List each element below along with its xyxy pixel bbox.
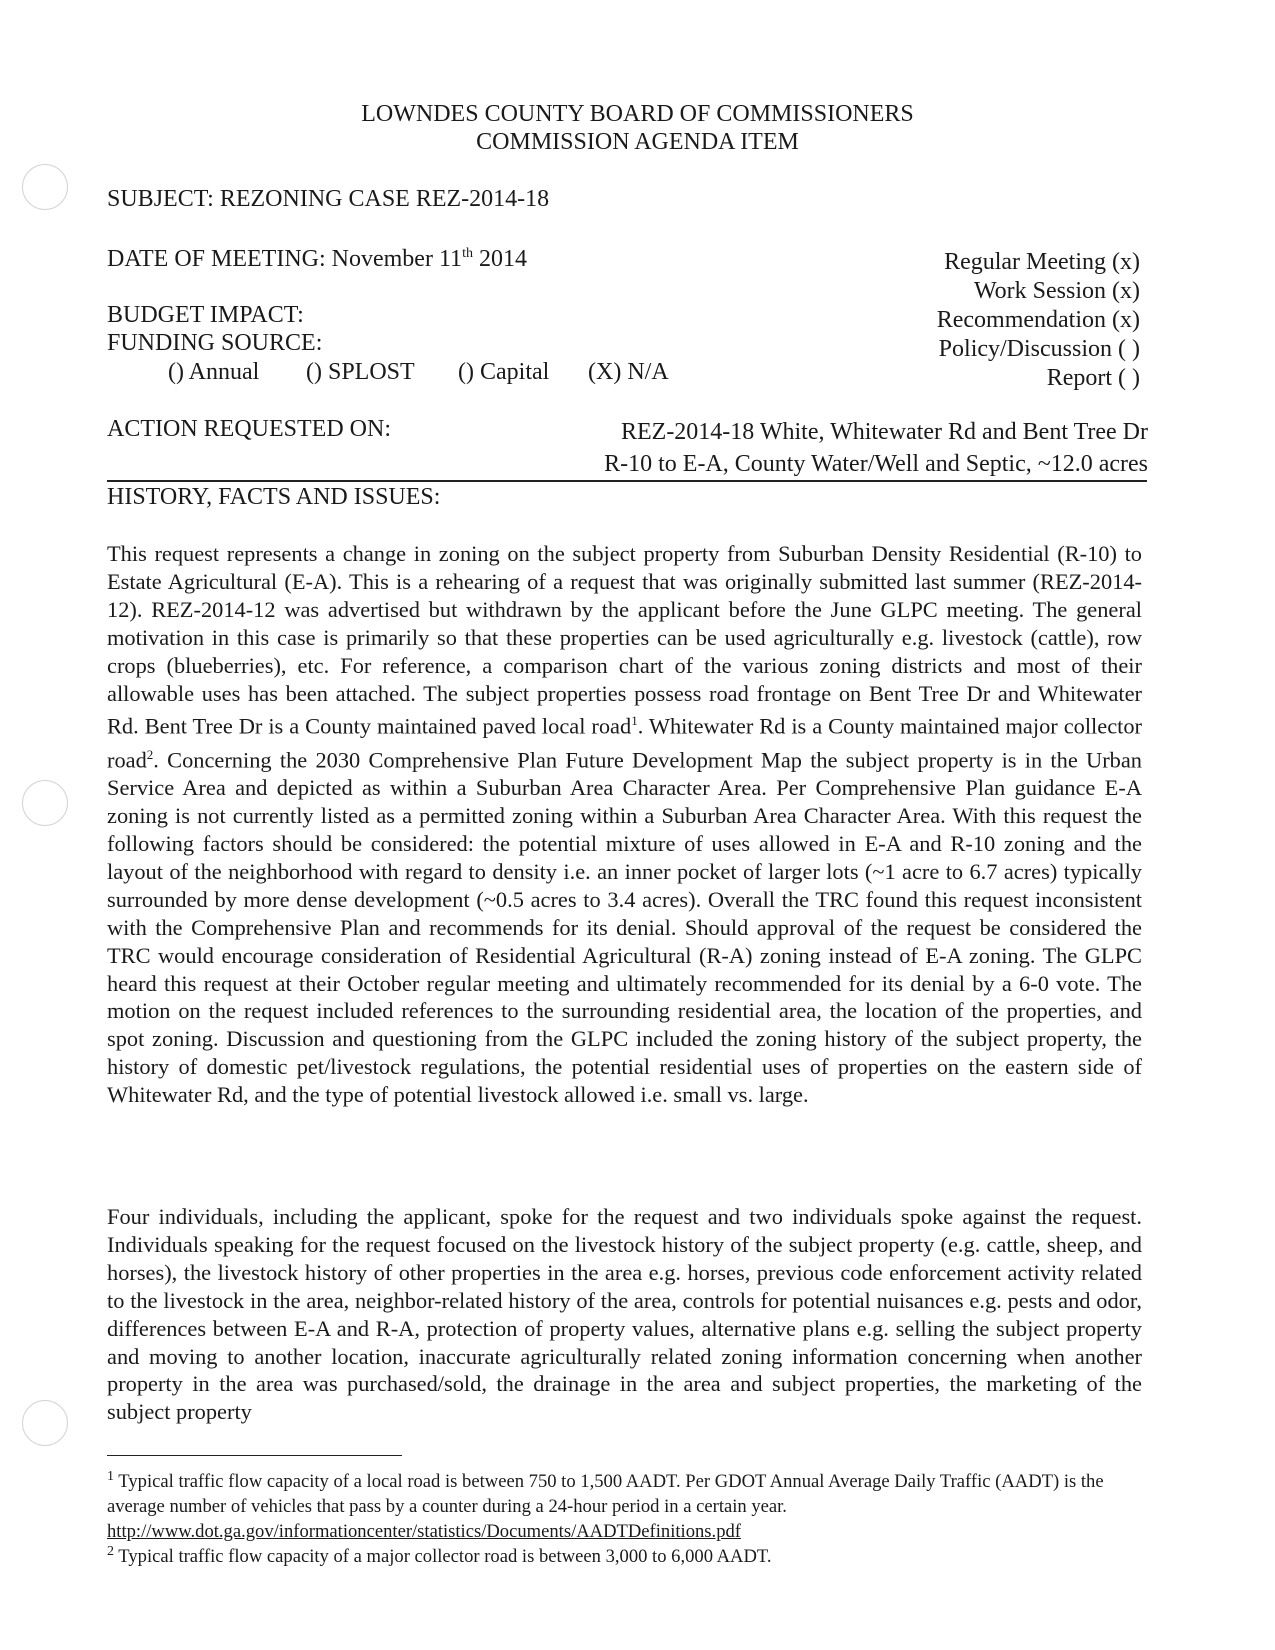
funding-option-na: (X) N/A xyxy=(588,359,669,385)
footnote-1-link[interactable]: http://www.dot.ga.gov/informationcenter/statistics/Documents/AADTDefinitions.pdf xyxy=(107,1521,741,1542)
meeting-type-list xyxy=(937,248,1140,393)
action-requested-line1: REZ-2014-18 White, Whitewater Rd and Bent Tree Dr xyxy=(620,419,1148,445)
footnote-1-text: Typical traffic flow capacity of a local road is between 750 to 1,500 AADT. Per GDOT Annual Average Daily Traffic (AADT) is the average number of vehicles that pass by a counter during a 24-hour period in a certain year. xyxy=(107,1471,1104,1517)
funding-option-annual: () Annual xyxy=(168,359,260,385)
footnote-ref-2: 2 xyxy=(146,746,154,762)
paragraph1-part-c: . Concerning the 2030 Comprehensive Plan Future Development Map the subject property is in the Urban Service Area and depicted as within a Suburban Area Character Area. Per Comprehensive Plan guidance E-A zoning is not currently listed as a permitted zoning within a Suburban Area Character Area. With this request the following factors should be considered: the potential mixture of uses allowed in E-A and R-10 zoning and the layout of the neighborhood with regard to density i.e. an inner pocket of larger lots (~1 acre to 6.7 acres) typically surrounded by more dense development (~0.5 acres to 3.4 acres). Overall the TRC found this request inconsistent with the Comprehensive Plan and recommends for its denial. Should approval of the request be considered the TRC would encourage consideration of Residential Agricultural (R-A) zoning instead of E-A zoning. The GLPC heard this request at their October regular meeting and ultimately recommended for its denial by a 6-0 vote. The motion on the request included references to the surrounding residential area, the location of the properties, and spot zoning. Discussion and questioning from the GLPC included the zoning history of the subject property, the history of domestic pet/livestock regulations, the potential residential uses of properties on the eastern side of Whitewater Rd, and the type of potential livestock allowed i.e. small vs. large. xyxy=(107,747,1142,1108)
document-header xyxy=(0,100,1275,156)
meeting-type-regular: Regular Meeting (x) xyxy=(944,249,1140,275)
funding-source-label: FUNDING SOURCE: xyxy=(107,330,323,356)
history-label: HISTORY, FACTS AND ISSUES: xyxy=(107,484,441,510)
punch-hole-bottom xyxy=(22,1400,68,1446)
action-requested-label: ACTION REQUESTED ON: xyxy=(107,416,391,442)
history-paragraph-1 xyxy=(107,540,1142,1109)
section-divider xyxy=(107,480,1147,482)
funding-option-splost: () SPLOST xyxy=(306,359,415,385)
action-requested-value xyxy=(604,416,1148,480)
action-requested-line2: R-10 to E-A, County Water/Well and Septic, ~12.0 acres xyxy=(604,451,1148,477)
meeting-type-work-session: Work Session (x) xyxy=(973,278,1140,304)
meeting-date-suffix: th xyxy=(462,246,473,261)
subject-line: SUBJECT: REZONING CASE REZ-2014-18 xyxy=(107,186,550,212)
funding-option-capital: () Capital xyxy=(458,359,550,385)
header-org-name: LOWNDES COUNTY BOARD OF COMMISSIONERS xyxy=(361,101,914,127)
footnote-ref-1: 1 xyxy=(631,713,638,729)
footnote-2-text: Typical traffic flow capacity of a major collector road is between 3,000 to 6,000 AADT. xyxy=(114,1546,772,1567)
meeting-date-label: DATE OF MEETING: November 11 xyxy=(107,246,463,272)
history-paragraph-2: Four individuals, including the applicant, spoke for the request and two individuals spoke against the request. Individuals speaking for the request focused on the livestock history of the subject property (e.g. cattle, sheep, and horses), the livestock history of other properties in the area e.g. horses, previous code enforcement activity related to the livestock in the area, neighbor-related history of the area, controls for potential nuisances e.g. pests and odor, differences between E-A and R-A, protection of property values, alternative plans e.g. selling the subject property and moving to another location, inaccurate agriculturally related zoning information concerning when another property in the area was purchased/sold, the drainage in the area and subject properties, the marketing of the subject property xyxy=(107,1204,1142,1425)
header-doc-type: COMMISSION AGENDA ITEM xyxy=(476,129,799,155)
footnote-2-number: 2 xyxy=(107,1543,114,1559)
meeting-date xyxy=(107,246,527,273)
punch-hole-middle xyxy=(22,780,68,826)
budget-section xyxy=(107,301,322,357)
meeting-type-policy: Policy/Discussion ( ) xyxy=(938,336,1140,362)
punch-hole-top xyxy=(22,164,68,210)
paragraph1-part-a: This request represents a change in zoning on the subject property from Suburban Density Residential (R-10) to Estate Agricultural (E-A). This is a rehearing of a request that was originally submitted last summer (REZ-2014-12). REZ-2014-12 was advertised but withdrawn by the applicant before the June GLPC meeting. The general motivation in this case is primarily so that these properties can be used agriculturally e.g. livestock (cattle), row crops (blueberries), etc. For reference, a comparison chart of the various zoning districts and most of their allowable uses has been attached. The subject properties possess road frontage on Bent Tree Dr and Whitewater Rd. Bent Tree Dr is a County maintained paved local road xyxy=(107,541,1142,739)
meeting-type-recommendation: Recommendation (x) xyxy=(936,307,1140,333)
footnote-1-number: 1 xyxy=(107,1468,114,1484)
footnote-2 xyxy=(107,1544,1142,1569)
footnote-1 xyxy=(107,1469,1142,1544)
footnote-divider xyxy=(107,1455,402,1456)
paragraph1-part-b: . Whitewater Rd is a County maintained major collector road xyxy=(107,713,1143,773)
meeting-date-year: 2014 xyxy=(472,246,527,272)
budget-impact-label: BUDGET IMPACT: xyxy=(107,302,304,328)
meeting-type-report: Report ( ) xyxy=(1046,365,1140,391)
